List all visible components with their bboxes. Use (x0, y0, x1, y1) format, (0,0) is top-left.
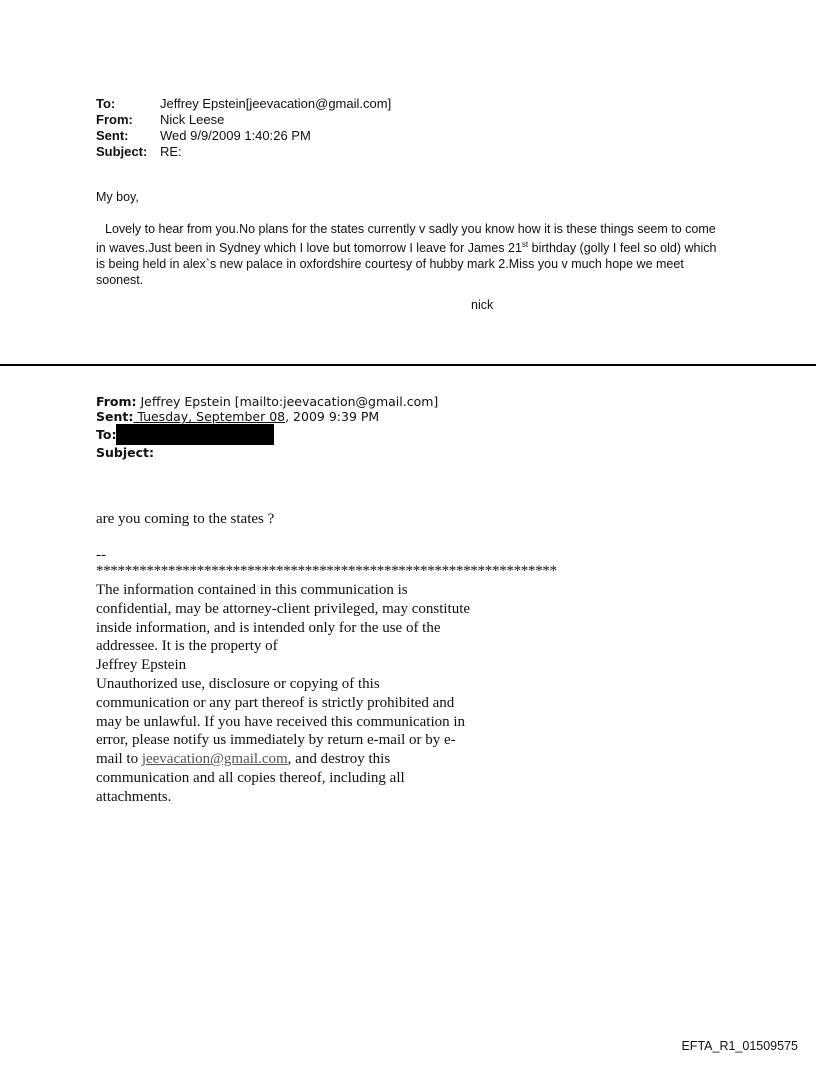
divider (0, 364, 816, 366)
header-label: Sent: (96, 128, 129, 143)
signature: nick (471, 298, 494, 312)
from-value: Jeffrey Epstein [mailto:jeevacation@gmail.com] (136, 394, 439, 409)
header-from-row (96, 112, 391, 128)
from-row (96, 394, 438, 409)
disclaimer-text: The information contained in this communication is confidential, may be attorney-client privileged, may constitute inside information, and is intended only for the use of the addressee. It is the property of (96, 582, 471, 655)
sent-value-rest: , 2009 9:39 PM (285, 409, 380, 424)
disclaimer-text-end: , and destroy this communication and all copies thereof, including all attachments. (96, 751, 405, 805)
disclaimer (96, 581, 476, 807)
header-value: Wed 9/9/2009 1:40:26 PM (160, 128, 311, 143)
disclaimer-owner: Jeffrey Epstein (96, 657, 187, 674)
header-label: From: (96, 112, 133, 127)
to-label: To: (96, 427, 117, 442)
sent-label: Sent: (96, 409, 134, 424)
disclaimer-text-continued: Unauthorized use, disclosure or copying of this communication or any part thereof is strictly prohibited and may be unlawful. If you have received this communication in error, please notify us immediately by return e-mail or by e-mail to (96, 675, 466, 768)
from-label: From: (96, 394, 137, 409)
subject-row (96, 445, 438, 460)
header-to-row (96, 96, 391, 112)
email-link[interactable]: jeevacation@gmail.com (141, 751, 288, 768)
sent-row (96, 409, 438, 424)
email2-header (96, 394, 438, 460)
salutation: My boy, (96, 190, 139, 204)
email1-body (96, 221, 718, 288)
question: are you coming to the states ? (96, 511, 275, 527)
subject-label: Subject: (96, 445, 154, 460)
header-value: Jeffrey Epstein[jeevacation@gmail.com] (160, 96, 392, 111)
header-subject-row (96, 144, 391, 160)
redaction-box (116, 424, 274, 445)
header-value: Nick Leese (160, 112, 225, 127)
header-label: Subject: (96, 144, 148, 159)
header-value: RE: (160, 144, 182, 159)
separator-stars: **************************************************************** (96, 563, 557, 579)
body-text: Lovely to hear from you.No plans for the states currently v sadly you know how it is these things seem to come in waves.Just been in Sydney which I love but tomorrow I leave for James 21 (96, 222, 716, 256)
header-label: To: (96, 96, 116, 111)
sent-value: Tuesday, September 08 (133, 409, 286, 424)
body-text-continued: birthday (golly I feel so old) which is being held in alex`s new palace in oxfordshire courtesy of hubby mark 2.Miss you v much hope we meet soonest. (96, 241, 717, 288)
ordinal-suffix: st (521, 240, 529, 249)
separator-dash: -- (96, 547, 106, 563)
to-row (96, 424, 438, 445)
email1-header (96, 96, 391, 160)
header-sent-row (96, 128, 391, 144)
document-id: EFTA_R1_01509575 (681, 1039, 798, 1053)
